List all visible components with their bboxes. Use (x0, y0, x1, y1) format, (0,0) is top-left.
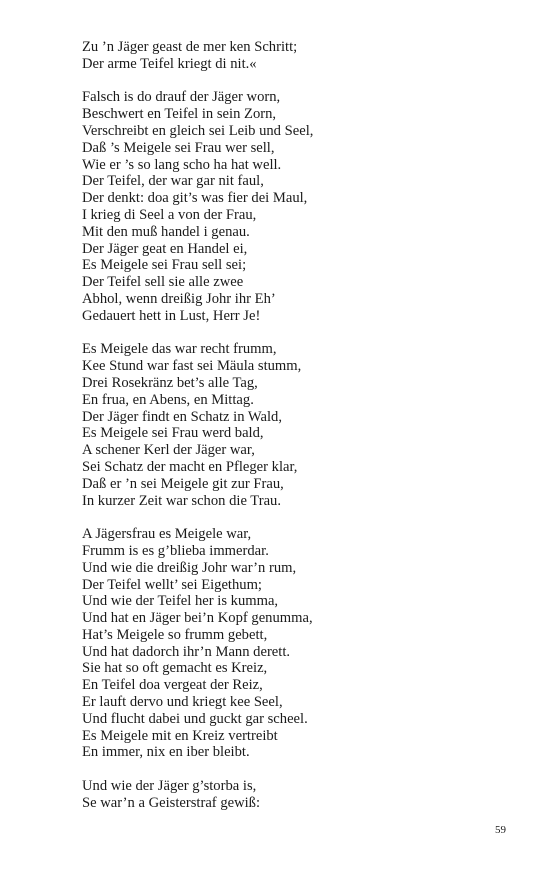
stanza (82, 341, 522, 509)
poem-line: Der Teifel sell sie alle zwee (82, 274, 244, 291)
page-number: 59 (495, 824, 506, 836)
poem-line: Es Meigele das war recht frumm, (82, 341, 277, 358)
poem-line: Verschreibt en gleich sei Leib und Seel, (82, 122, 314, 139)
stanza (82, 39, 522, 73)
poem-line: Und flucht dabei und guckt gar scheel. (82, 710, 308, 727)
poem-line: Und hat en Jäger bei’n Kopf genumma, (82, 610, 313, 627)
poem-line: Und wie die dreißig Johr war’n rum, (82, 559, 297, 576)
poem-line: En Teifel doa vergeat der Reiz, (82, 677, 263, 694)
poem-line: Sie hat so oft gemacht es Kreiz, (82, 660, 268, 677)
poem-line: Der Jäger geat en Handel ei, (82, 240, 248, 257)
poem-line: Und hat dadorch ihr’n Mann derett. (82, 643, 291, 660)
poem-line: Hat’s Meigele so frumm gebett, (82, 626, 268, 643)
poem-line: Falsch is do drauf der Jäger worn, (82, 89, 281, 106)
poem-text (82, 39, 522, 812)
poem-line: Es Meigele mit en Kreiz vertreibt (82, 727, 278, 744)
poem-line: Abhol, wenn dreißig Johr ihr Eh’ (82, 290, 276, 307)
poem-line: Und wie der Teifel her is kumma, (82, 593, 279, 610)
poem-line: Drei Rosekränz bet’s alle Tag, (82, 374, 258, 391)
stanza (82, 89, 522, 324)
poem-line: Frumm is es g’blieba immerdar. (82, 542, 269, 559)
poem-line: Der Teifel wellt’ sei Eigethum; (82, 576, 262, 593)
poem-line: Der denkt: doa git’s was fier dei Maul, (82, 190, 308, 207)
poem-line: Daß er ’n sei Meigele git zur Frau, (82, 475, 284, 492)
stanza (82, 778, 522, 812)
poem-line: Kee Stund war fast sei Mäula stumm, (82, 358, 302, 375)
poem-line: En immer, nix en iber bleibt. (82, 744, 250, 761)
poem-line: Er lauft dervo und kriegt kee Seel, (82, 694, 283, 711)
poem-line: Beschwert en Teifel in sein Zorn, (82, 106, 277, 123)
poem-line: Der Jäger findt en Schatz in Wald, (82, 408, 282, 425)
poem-line: A schener Kerl der Jäger war, (82, 442, 255, 459)
poem-line: Mit den muß handel i genau. (82, 223, 250, 240)
poem-line: Und wie der Jäger g’storba is, (82, 778, 257, 795)
poem-line: En frua, en Abens, en Mittag. (82, 391, 254, 408)
poem-line: Se war’n a Geisterstraf gewiß: (82, 794, 261, 811)
poem-line: Zu ’n Jäger geast de mer ken Schritt; (82, 39, 298, 55)
poem-line: Der arme Teifel kriegt di nit.« (82, 55, 257, 72)
poem-line: Wie er ’s so lang scho ha hat well. (82, 156, 282, 173)
poem-line: Es Meigele sei Frau sell sei; (82, 257, 247, 274)
poem-line: Daß ’s Meigele sei Frau wer sell, (82, 139, 275, 156)
stanza (82, 526, 522, 761)
poem-line: Es Meigele sei Frau werd bald, (82, 425, 264, 442)
poem-line: Sei Schatz der macht en Pfleger klar, (82, 458, 298, 475)
poem-line: I krieg di Seel a von der Frau, (82, 206, 257, 223)
poem-line: Gedauert hett in Lust, Herr Je! (82, 307, 261, 324)
poem-line: In kurzer Zeit war schon die Trau. (82, 492, 281, 509)
poem-line: Der Teifel, der war gar nit faul, (82, 173, 264, 190)
poem-line: A Jägersfrau es Meigele war, (82, 526, 252, 543)
